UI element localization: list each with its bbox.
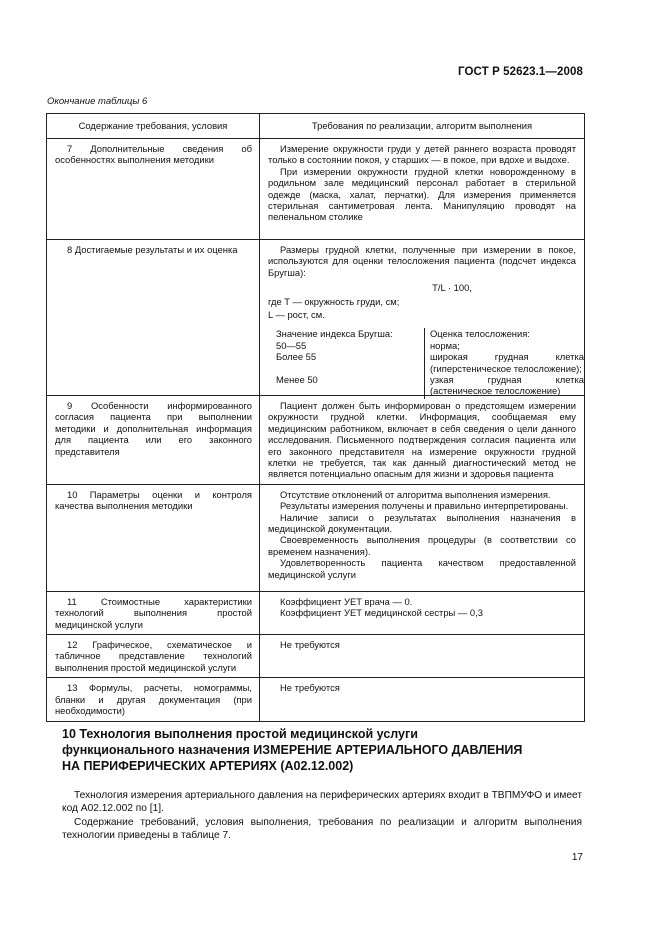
table-row [47, 678, 585, 721]
table-header-row [47, 114, 585, 139]
column-header: Содержание требования, условия [47, 114, 260, 139]
requirement-cell: 13 Формулы, расчеты, номограммы, бланки и другая документация (при необходимости) [47, 678, 260, 721]
document-id: ГОСТ Р 52623.1—2008 [458, 66, 583, 78]
requirement-cell: 10 Параметры оценки и контроля качества выполнения методики [47, 484, 260, 591]
build-assessment: Оценка телосложения: норма; широкая грудная клетка (гиперстеническое телосложение); узкая грудная клетка (астеническое телосложение) [424, 328, 584, 398]
body-paragraph: Технология измерения артериального давления на периферических артериях входит в ТВПМУФО и имеет код А02.12.002 по [1]. [62, 790, 582, 814]
page-number: 17 [571, 852, 583, 863]
requirement-cell: 12 Графическое, схематическое и табличное представление технологий выполнения простой медицинской услуги [47, 635, 260, 678]
implementation-cell: Коэффициент УЕТ врача — 0. Коэффициент УЕТ медицинской сестры — 0,3 [260, 591, 585, 634]
implementation-cell: Пациент должен быть информирован о предстоящем измерении окружности грудной клетки. Информация, сообщаемая ему медицинским работником, включает в себя сведения о цели данного исследования. Письменного подтверждения согласия пациента или его законного представителя на измерение окружности грудной клетки не требуется, так как данный диагностический метод не является потенциально опасным для жизни и здоровья пациента [260, 396, 585, 485]
table-row [47, 591, 585, 634]
index-values: Значение индекса Бругша: 50—55 Более 55 Менее 50 [276, 328, 393, 386]
requirement-cell: 8 Достигаемые результаты и их оценка [47, 240, 260, 396]
brugsch-formula: T/L · 100, [432, 282, 472, 294]
table-caption: Окончание таблицы 6 [47, 96, 148, 107]
implementation-cell: Не требуются [260, 678, 585, 721]
column-header: Требования по реализации, алгоритм выполнения [260, 114, 585, 139]
table-row [47, 396, 585, 485]
formula-where-1: где T — окружность груди, см; [268, 295, 400, 307]
table-row [47, 240, 585, 396]
requirements-table [46, 113, 585, 722]
table-row [47, 635, 585, 678]
implementation-cell: Не требуются [260, 635, 585, 678]
requirement-cell: 9 Особенности информированного согласия пациента при выполнении методики и дополнительная информация для пациента или его законного представителя [47, 396, 260, 485]
requirement-cell: 7 Дополнительные сведения об особенностях выполнения методики [47, 139, 260, 240]
section-heading: 10 Технология выполнения простой медицинской услуги функционального назначения ИЗМЕРЕНИЕ АРТЕРИАЛЬНОГО ДАВЛЕНИЯ НА ПЕРИФЕРИЧЕСКИХ АРТЕРИЯХ (А02.12.002) [62, 727, 523, 773]
table-row [47, 484, 585, 591]
table-row [47, 139, 585, 240]
index-subtable [276, 328, 584, 398]
body-paragraph: Содержание требований, условия выполнения, требования по реализации и алгоритм выполнения технологии приведены в таблице 7. [62, 817, 582, 841]
implementation-cell: Размеры грудной клетки, полученные при измерении в покое, используются для оценки телосложения пациента (подсчет индекса Бругша): T/L · 100, где T — окружность груди, см; L — рост, см. Значение индекса Бругша: 50—55 Более 55 Менее 50 Оценка телосложения: норма; широкая грудная клетка (гиперстеническое телосложение); узкая грудная клетка (астеническое телосложение) [260, 240, 585, 396]
formula-where-2: L — рост, см. [268, 309, 325, 321]
implementation-cell: Измерение окружности груди у детей раннего возраста проводят только в состоянии покоя, у старших — в покое, при вдохе и выдохе. При измерении окружности грудной клетки новорожденному в родильном зале медицинский персонал работает в стерильной одежде (маска, халат, перчатки). Для измерения применяется стерильная сантиметровая лента. Манипуляцию проводят на пеленальном столике [260, 139, 585, 240]
requirement-cell: 11 Стоимостные характеристики технологий выполнения простой медицинской услуги [47, 591, 260, 634]
implementation-cell: Отсутствие отклонений от алгоритма выполнения измерения. Результаты измерения получены и правильно интерпретированы. Наличие записи о результатах выполнения назначения в медицинской документации. Своевременность выполнения процедуры (в соответствии со временем назначения). Удовлетворенность пациента качеством предоставленной медицинской услуги [260, 484, 585, 591]
